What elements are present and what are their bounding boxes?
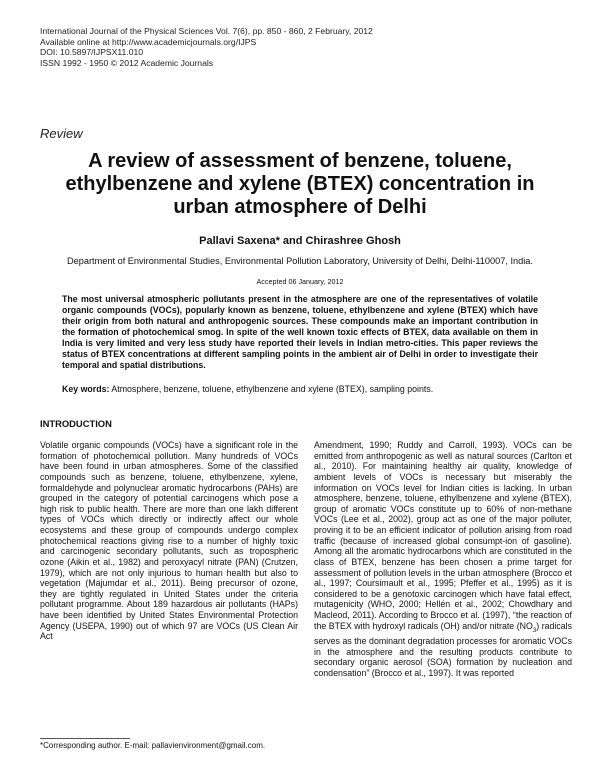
body-column-right [314, 440, 572, 679]
corresponding-author-footnote: *Corresponding author. E-mail: pallavienvironment@gmail.com. [40, 741, 266, 750]
header-url: Available online at http://www.academicjournals.org/IJPS [40, 36, 257, 47]
journal-header [40, 26, 373, 68]
accepted-date: Accepted 06 January, 2012 [256, 277, 344, 286]
keywords-label: Key words: [62, 384, 110, 394]
footnote-divider [40, 738, 130, 739]
header-citation: International Journal of the Physical Sciences Vol. 7(6), pp. 850 - 860, 2 February, 2012 [40, 26, 373, 36]
affiliation: Department of Environmental Studies, Environmental Pollution Laboratory, University of Delhi, Delhi-110007, India. [67, 256, 533, 266]
right-column-text-2: ) radicals serves as the dominant degradation processes for aromatic VOCs in the atmosphere and the resulting products contribute to secondary organic aerosol (SOA) formation by nucleation and condensation” (Brocco et al., 1997). It was reported [314, 620, 573, 678]
introduction-heading: INTRODUCTION [40, 418, 112, 429]
article-type-label: Review [40, 126, 83, 141]
abstract: The most universal atmospheric pollutants present in the atmosphere are one of the representatives of volatile organic compounds (VOCs), popularly known as benzene, toluene, ethylbenzene and xylene (BTEX) which have their origin from both natural and anthropogenic sources. These compounds make an important contribution in the formation of photochemical smog. In spite of the well known toxic effects of BTEX, data available on them in India is very limited and very less study have reported their levels in Indian metro-cities. This paper reviews the status of BTEX concentrations at different sampling points in the ambient air of Delhi in order to investigate their temporal and spatial distributions. [62, 294, 538, 370]
keywords-text: Atmosphere, benzene, toluene, ethylbenzene and xylene (BTEX), sampling points. [111, 384, 434, 394]
right-column-text-1: Amendment, 1990; Ruddy and Carroll, 1993). VOCs can be emitted from anthropogenic as well as natural sources (Carlton et al., 2010). For maintaining healthy air quality, knowledge of ambient levels of VOCs is necessary but miserably the information on VOCs level for Indian cities is lacking. In urban atmosphere, benzene, toluene, ethylbenzene and xylene (BTEX), group of aromatic VOCs constitute up to 60% of non-methane VOCs (Lee et al., 2002), group act as one of the major polluter, proving it to be an efficient indicator of pollution arising from road traffic (because of increased global consumpt-ion of gasoline). Among all the aromatic hydrocarbons which are constituted in the class of BTEX, benzene has been chosen a prime target for assessment of pollution levels in the urban atmosphere (Brocco et al., 1997; Coursimault et al., 1995; Pfeffer et al., 1995) as it is considered to be a genotoxic carcinogen which have fatal effect, mutagenicity (WHO, 2000; Hellén et al., 2002; Chowdhary and Macleod, 2011). According to Brocco et al. (1997), “the reaction of the BTEX with hydroxyl radicals (OH) and/or nitrate (NO [314, 440, 572, 631]
header-issn: ISSN 1992 - 1950 © 2012 Academic Journals [40, 57, 214, 68]
keywords [62, 384, 538, 395]
body-column-left: Volatile organic compounds (VOCs) have a significant role in the formation of photochemical pollution. Many hundreds of VOCs have been found in urban atmospheres. Some of the classified compounds such as benzene, toluene, ethylbenzene, xylene, formaldehyde and polynuclear aromatic hydrocarbons (PAHs) are grouped in the category of potential carcinogens which pose a high risk to public health. There are more than one lakh different types of VOCs which directly or indirectly affect our whole ecosystems and these group of compounds undergo complex photochemical reactions giving rise to a number of highly toxic and carcinogenic secondary pollutants, such as tropospheric ozone (Aikin et al., 1982) and peroxyacyl nitrate (PAN) (Crutzen, 1979), which are not only injurious to human health but also to vegetation (Majumdar et al., 2011). Being precursor of ozone, they are tightly regulated in United States under the criteria pollutant programme. About 189 hazardous air pollutants (HAPs) have been identified by United States Environmental Protection Agency (USEPA, 1990) out of which 97 are VOCs (US Clean Air Act [40, 440, 298, 642]
authors: Pallavi Saxena* and Chirashree Ghosh [199, 235, 401, 247]
nitrate-subscript: 3 [532, 627, 537, 634]
paper-title: A review of assessment of benzene, toluene, ethylbenzene and xylene (BTEX) concentration in urban atmosphere of Delhi [65, 150, 535, 218]
header-doi: DOI: 10.5897/IJPSX11.010 [40, 47, 144, 58]
